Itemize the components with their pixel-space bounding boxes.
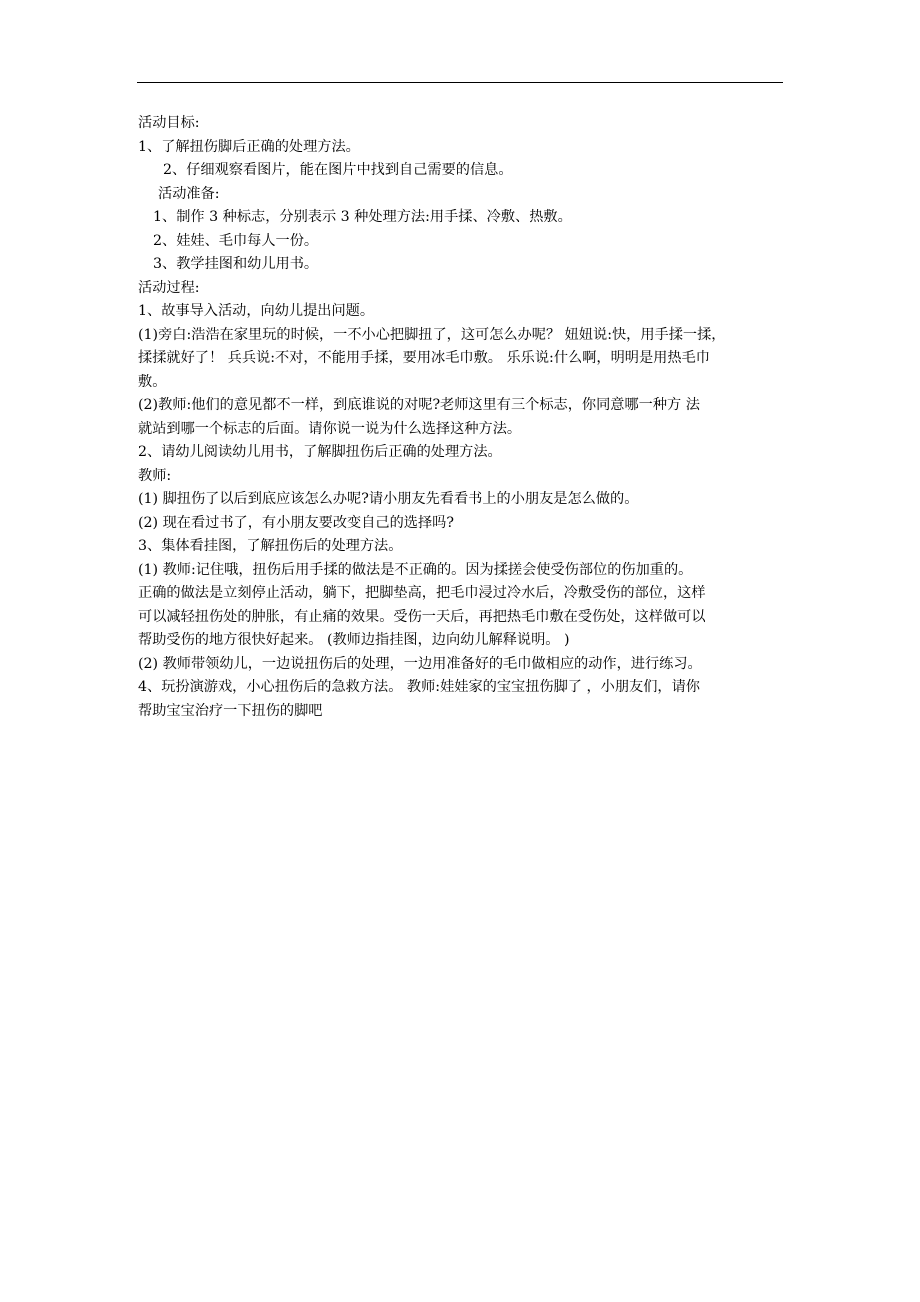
process-step-1: 1、故事导入活动，向幼儿提出问题。 xyxy=(138,303,375,319)
paragraph-line: (2) 现在看过书了，有小朋友要改变自己的选择吗? xyxy=(138,514,454,531)
preparation-item-2: 2、娃娃、毛巾每人一份。 xyxy=(153,232,319,249)
preparation-item-3: 3、教学挂图和幼儿用书。 xyxy=(153,256,319,272)
paragraph-line: 敷。 xyxy=(138,373,167,390)
paragraph-line: (1)旁白:浩浩在家里玩的时候，一不小心把脚扭了，这可怎么办呢？ 妞妞说:快，用手揉一揉， xyxy=(138,326,726,343)
section-heading-goals: 活动目标: xyxy=(138,115,200,131)
paragraph-line: 就站到哪一个标志的后面。请你说一说为什么选择这种方法。 xyxy=(138,420,522,437)
paragraph-line: (1) 教师:记住哦，扭伤后用手揉的做法是不正确的。因为揉搓会使受伤部位的伤加重的。 xyxy=(138,561,693,578)
paragraph-line: 帮助宝宝治疗一下扭伤的脚吧 xyxy=(138,702,323,719)
process-step-3: 3、集体看挂图，了解扭伤后的处理方法。 xyxy=(138,538,403,554)
teacher-label: 教师: xyxy=(138,467,172,484)
paragraph-line: (2)教师:他们的意见都不一样，到底谁说的对呢?老师这里有三个标志，你同意哪一种方 法 xyxy=(138,397,700,413)
header-rule xyxy=(137,82,783,83)
document-body xyxy=(138,112,786,723)
section-heading-preparation: 活动准备: xyxy=(158,185,220,202)
goal-item-1: 1、了解扭伤脚后正确的处理方法。 xyxy=(138,138,360,155)
paragraph-line: 揉揉就好了！ 兵兵说:不对，不能用手揉，要用冰毛巾敷。 乐乐说:什么啊，明明是用热毛巾 xyxy=(138,350,710,366)
paragraph-line: 帮助受伤的地方很快好起来。 (教师边指挂图，边向幼儿解释说明。 ) xyxy=(138,632,570,648)
process-step-4: 4、玩扮演游戏，小心扭伤后的急救方法。 教师:娃娃家的宝宝扭伤脚了 ，小朋友们，请你 xyxy=(138,679,700,695)
section-heading-process: 活动过程: xyxy=(138,279,200,296)
process-step-2: 2、请幼儿阅读幼儿用书，了解脚扭伤后正确的处理方法。 xyxy=(138,444,502,460)
goal-item-2: 2、仔细观察看图片，能在图片中找到自己需要的信息。 xyxy=(163,162,513,178)
paragraph-line: 可以减轻扭伤处的肿胀，有止痛的效果。受伤一天后，再把热毛巾敷在受伤处，这样做可以 xyxy=(138,608,706,625)
paragraph-line: (1) 脚扭伤了以后到底应该怎么办呢?请小朋友先看看书上的小朋友是怎么做的。 xyxy=(138,491,639,507)
paragraph-line: 正确的做法是立刻停止活动，躺下，把脚垫高，把毛巾浸过冷水后，冷敷受伤的部位，这样 xyxy=(138,585,706,601)
paragraph-line: (2) 教师带领幼儿，一边说扭伤后的处理，一边用准备好的毛巾做相应的动作，进行练习。 xyxy=(138,655,702,672)
preparation-item-1: 1、制作 3 种标志，分别表示 3 种处理方法:用手揉、冷敷、热敷。 xyxy=(153,209,572,225)
